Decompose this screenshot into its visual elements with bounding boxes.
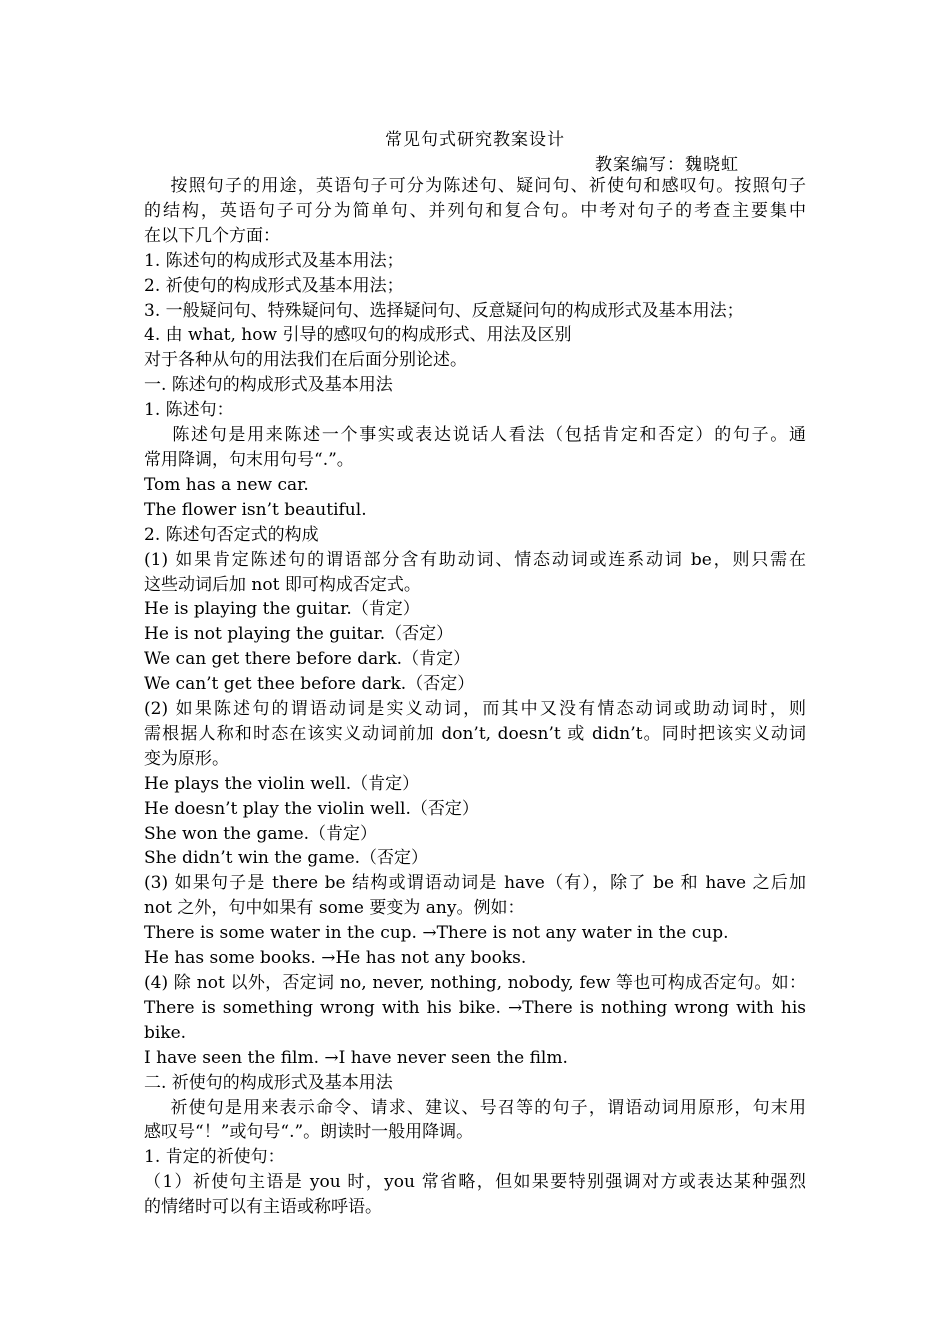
text-line: 4. 由 what, how 引导的感叹句的构成形式、用法及区别 [144,325,572,346]
text-line: 祈使句是用来表示命令、请求、建议、号召等的句子，谓语动词用原形，句末用 [144,1097,807,1118]
document-body [144,174,806,1220]
text-line: 2. 祈使句的构成形式及基本用法； [144,275,404,296]
text-line: (2) 如果陈述句的谓语动词是实义动词，而其中又没有情态动词或助动词时，则 [144,699,806,720]
text-line: We can get there before dark.（肯定） [144,649,471,670]
text-line: She didn’t win the game.（否定） [144,848,429,869]
text-line: She won the game.（肯定） [144,823,378,844]
text-line: 感叹号“！”或句号“.”。朗读时一般用降调。 [144,1122,474,1143]
text-line: The flower isn’t beautiful. [144,499,367,520]
text-line: Tom has a new car. [144,474,309,495]
text-line: 这些动词后加 not 即可构成否定式。 [144,574,421,595]
text-line: 的结构，英语句子可分为简单句、并列句和复合句。中考对句子的考查主要集中 [144,200,806,221]
text-line: We can’t get thee before dark.（否定） [144,674,475,695]
text-line: 1. 陈述句的构成形式及基本用法； [144,250,404,271]
text-line: 陈述句是用来陈述一个事实或表达说话人看法（包括肯定和否定）的句子。通 [144,425,806,446]
text-line: He is playing the guitar.（肯定） [144,599,420,620]
text-line: There is some water in the cup. →There is not any water in the cup. [144,923,729,944]
text-line: I have seen the film. →I have never seen the film. [144,1047,568,1068]
text-line: 按照句子的用途，英语句子可分为陈述句、疑问句、祈使句和感叹句。按照句子 [144,176,807,196]
text-line: He doesn’t play the violin well.（否定） [144,798,479,819]
text-line: (3) 如果句子是 there be 结构或谓语动词是 have（有），除了 be 和 have 之后加 [144,873,806,894]
text-line: There is something wrong with his bike. →There is nothing wrong with his [144,997,806,1018]
text-line: bike. [144,1022,187,1043]
text-line: （1）祈使句主语是 you 时，you 常省略，但如果要特别强调对方或表达某种强烈 [144,1172,806,1193]
text-line: 在以下几个方面： [144,225,280,246]
text-line: not 之外，句中如果有 some 要变为 any。例如： [144,898,525,919]
text-line: 2. 陈述句否定式的构成 [144,524,319,545]
text-line: 一. 陈述句的构成形式及基本用法 [144,375,393,396]
text-line: 对于各种从句的用法我们在后面分别论述。 [144,350,467,371]
text-line: (1) 如果肯定陈述句的谓语部分含有助动词、情态动词或连系动词 be，则只需在 [144,549,806,570]
text-line: 常用降调，句末用句号“.”。 [144,449,354,470]
text-line: He plays the violin well.（肯定） [144,773,420,794]
text-line: 二. 祈使句的构成形式及基本用法 [144,1072,393,1093]
text-line: 需根据人称和时态在该实义动词前加 don’t, doesn’t 或 didn’t。同时把该实义动词 [144,723,806,744]
text-line: 1. 陈述句： [144,400,234,421]
text-line: He is not playing the guitar.（否定） [144,624,454,645]
text-line: 1. 肯定的祈使句： [144,1147,285,1168]
text-line: 3. 一般疑问句、特殊疑问句、选择疑问句、反意疑问句的构成形式及基本用法； [144,300,744,321]
text-line: (4) 除 not 以外，否定词 no, never, nothing, nobody, few 等也可构成否定句。如： [144,973,806,993]
text-line: 变为原形。 [144,748,229,769]
author-line: 教案编写：魏晓虹 [595,155,739,175]
text-line: He has some books. →He has not any books. [144,948,527,969]
document-title: 常见句式研究教案设计 [385,130,565,150]
text-line: 的情绪时可以有主语或称呼语。 [144,1197,382,1218]
